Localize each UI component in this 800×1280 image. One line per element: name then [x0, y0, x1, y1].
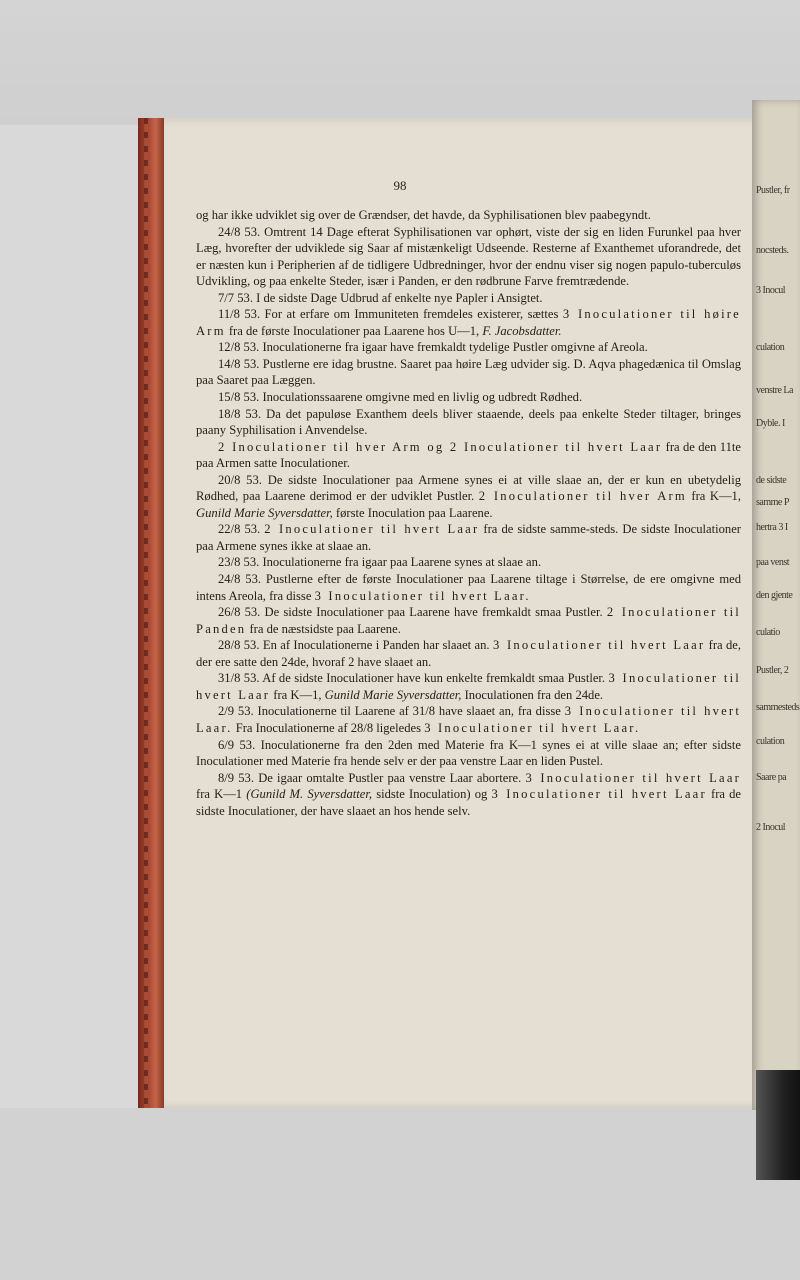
facing-page-edge: [752, 100, 800, 1110]
entry-date: 22/8 53.: [218, 522, 261, 537]
dated-entry: 12/8 53. Inoculationerne fra igaar have fremkaldt tydelige Pustler omgivne af Areola.: [218, 340, 648, 355]
entry-date: 8/9 53.: [218, 770, 255, 785]
dated-entry: 6/9 53. Inoculationerne fra den 2den med Materie fra K—1 synes ei at ville slaae an; efter sidste Inoculationer med Materie fra hende selv er der paa venstre Laar en liden Pustel.: [196, 737, 741, 769]
facing-page-line: nocsteds.: [756, 245, 789, 256]
entry-date: 12/8 53.: [218, 340, 260, 355]
background-top: [0, 0, 800, 125]
patient-name: Gunild Marie Syversdatter,: [324, 687, 462, 702]
entry-date: 26/8 53.: [218, 605, 261, 620]
dated-entry: 24/8 53. Omtrent 14 Dage efterat Syphilisationen var ophørt, viste der sig en liden Furunkel paa hver Læg, hvorefter der udviklede sig Saar af mistænkeligt Udseende. Resterne af Exanthemet uforandrede, det er næsten kun i Peripherien af de tidligere Udbredninger, hvor der endnu viser sig nogen papulo-tuberculøs Udvikling, og paa enkelte Steder, især i Panden, er den rødbrune Farve fremtrædende.: [196, 224, 741, 289]
entry-date: 24/8 53.: [218, 572, 262, 587]
facing-page-line: hertra 3 I: [756, 522, 788, 533]
spaced-emphasis: 3 Inoculationer til hvert Laar: [196, 671, 741, 702]
dated-entry: 11/8 53. For at erfare om Immuniteten fremdeles existerer, sættes 3 Inoculationer til høire Arm fra de første Inoculationer paa Laarene hos U—1, F. Jacobsdatter.: [196, 307, 741, 338]
spaced-emphasis: 3 Inoculationer til hvert Laar.: [314, 588, 531, 603]
dated-entry: 14/8 53. Pustlerne ere idag brustne. Saaret paa høire Læg udvider sig. D. Aqva phagedænica til Omslag paa Saaret paa Læggen.: [196, 356, 741, 388]
entry-date: 2/9 53.: [218, 704, 254, 719]
dated-entry: 31/8 53. Af de sidste Inoculationer have kun enkelte fremkaldt smaa Pustler. 3 Inoculationer til hvert Laar fra K—1, Gunild Marie Syversdatter, Inoculationen fra den 24de.: [196, 671, 741, 702]
spaced-emphasis: 2 Inoculationer til hver Arm: [478, 489, 687, 504]
spaced-emphasis: 3 Inoculationer til hvert Laar.: [196, 704, 742, 735]
spaced-emphasis: 2 Inoculationer til hvert Laar: [264, 522, 480, 537]
facing-page-line: Pustler, 2: [756, 665, 789, 676]
entry-date: 7/7 53.: [218, 290, 253, 305]
facing-page-line: venstre La: [756, 385, 793, 396]
facing-page-line: culation: [756, 342, 785, 353]
paragraph: og har ikke udviklet sig over de Grændser, det havde, da Syphilisationen blev paabegyndt.: [196, 208, 651, 222]
facing-page-line: Pustler, fr: [756, 185, 790, 196]
entry-date: 20/8 53.: [218, 472, 262, 487]
entry-date: 24/8 53.: [218, 224, 261, 239]
entry-date: 6/9 53.: [218, 737, 256, 752]
facing-page-line: 3 Inocul: [756, 285, 786, 296]
dated-entry: 8/9 53. De igaar omtalte Pustler paa venstre Laar abortere. 3 Inoculationer til hvert Laar fra K—1 (Gunild M. Syversdatter, sidste Inoculation) og 3 Inoculationer til hvert Laar fra de sidste Inoculationer, der have slaaet an hos hende selv.: [196, 770, 742, 818]
facing-page-line: paa venst: [756, 557, 789, 568]
entry-date: 31/8 53.: [218, 671, 260, 686]
spaced-emphasis: 3 Inoculationer til hvert Laar: [492, 638, 706, 653]
entry-date: 18/8 53.: [218, 406, 262, 421]
dated-entry: 7/7 53. I de sidste Dage Udbrud af enkelte nye Papler i Ansigtet.: [218, 290, 543, 305]
spaced-emphasis: 3 Inoculationer til hvert Laar: [491, 787, 707, 802]
spaced-emphasis: 3 Inoculationer til høire Arm: [196, 307, 741, 338]
background-bottom: [0, 1108, 800, 1280]
patient-name: F. Jacobsdatter.: [482, 323, 562, 338]
facing-page-line: Dyble. I: [756, 418, 785, 429]
dated-entry: 20/8 53. De sidste Inoculationer paa Armene synes ei at ville slaae an, der er kun en ubetydelig Rødhed, paa Laarene derimod er der udviklet Pustler. 2 Inoculationer til hver Arm fra K—1, Gunild Marie Syversdatter, første Inoculation paa Laarene.: [196, 472, 742, 520]
dated-entry: 18/8 53. Da det papuløse Exanthem deels bliver staaende, deels paa enkelte Steder tiltager, bringes paany Syphilisation i Anvendelse.: [196, 406, 742, 438]
facing-page-line: 2 Inocul: [756, 822, 786, 833]
facing-page-line: Saare pa: [756, 772, 787, 783]
entry-date: 14/8 53.: [218, 356, 260, 371]
paragraph: 2 Inoculationer til hver Arm og 2 Inoculationer til hvert Laar fra de den 11te paa Armen satte Inoculationer.: [196, 439, 741, 471]
spaced-emphasis: 2 Inoculationer til hver Arm og 2 Inoculationer til hvert Laar: [218, 439, 663, 454]
dated-entry: 26/8 53. De sidste Inoculationer paa Laarene have fremkaldt smaa Pustler. 2 Inoculationer til Panden fra de næstsidste paa Laarene.: [196, 605, 741, 636]
spaced-emphasis: 2 Inoculationer til Panden: [196, 605, 741, 636]
page-body: [196, 207, 741, 819]
facing-page-line: den gjente: [756, 590, 793, 601]
dated-entry: 24/8 53. Pustlerne efter de første Inoculationer paa Laarene tiltage i Størrelse, de ere omgivne med intens Areola, fra disse 3 Inoculationer til hvert Laar.: [196, 572, 742, 603]
dated-entry: 23/8 53. Inoculationerne fra igaar paa Laarene synes at slaae an.: [218, 555, 542, 570]
dated-entry: 15/8 53. Inoculationssaarene omgivne med en livlig og udbredt Rødhed.: [218, 390, 583, 405]
facing-page-line: de sidste: [756, 475, 787, 486]
dated-entry: 22/8 53. 2 Inoculationer til hvert Laar fra de sidste samme-steds. De sidste Inoculationer paa Armene synes ikke at slaae an.: [196, 522, 741, 553]
facing-page-line: culation: [756, 736, 785, 747]
facing-page-line: samme P: [756, 497, 789, 508]
entry-date: 23/8 53.: [218, 555, 260, 570]
dated-entry: 28/8 53. En af Inoculationerne i Panden har slaaet an. 3 Inoculationer til hvert Laar fra de, der ere satte den 24de, hvoraf 2 have slaaet an.: [196, 638, 742, 669]
facing-page-line: sammesteds: [756, 702, 800, 713]
entry-date: 15/8 53.: [218, 390, 260, 405]
facing-page-line: culatio: [756, 627, 780, 638]
spaced-emphasis: 3 Inoculationer til hvert Laar: [525, 770, 742, 785]
spaced-emphasis: 3 Inoculationer til hvert Laar.: [424, 720, 641, 735]
facing-page-shadow: [756, 1070, 800, 1180]
entry-date: 11/8 53.: [218, 307, 261, 322]
page-number: 98: [393, 178, 407, 193]
dated-entry: 2/9 53. Inoculationerne til Laarene af 31/8 have slaaet an, fra disse 3 Inoculationer til hvert Laar. Fra Inoculationerne af 28/8 ligeledes 3 Inoculationer til hvert Laar.: [196, 704, 742, 735]
entry-date: 28/8 53.: [218, 638, 260, 653]
patient-name: Gunild Marie Syversdatter,: [196, 505, 333, 520]
patient-name: (Gunild M. Syversdatter,: [246, 787, 373, 802]
